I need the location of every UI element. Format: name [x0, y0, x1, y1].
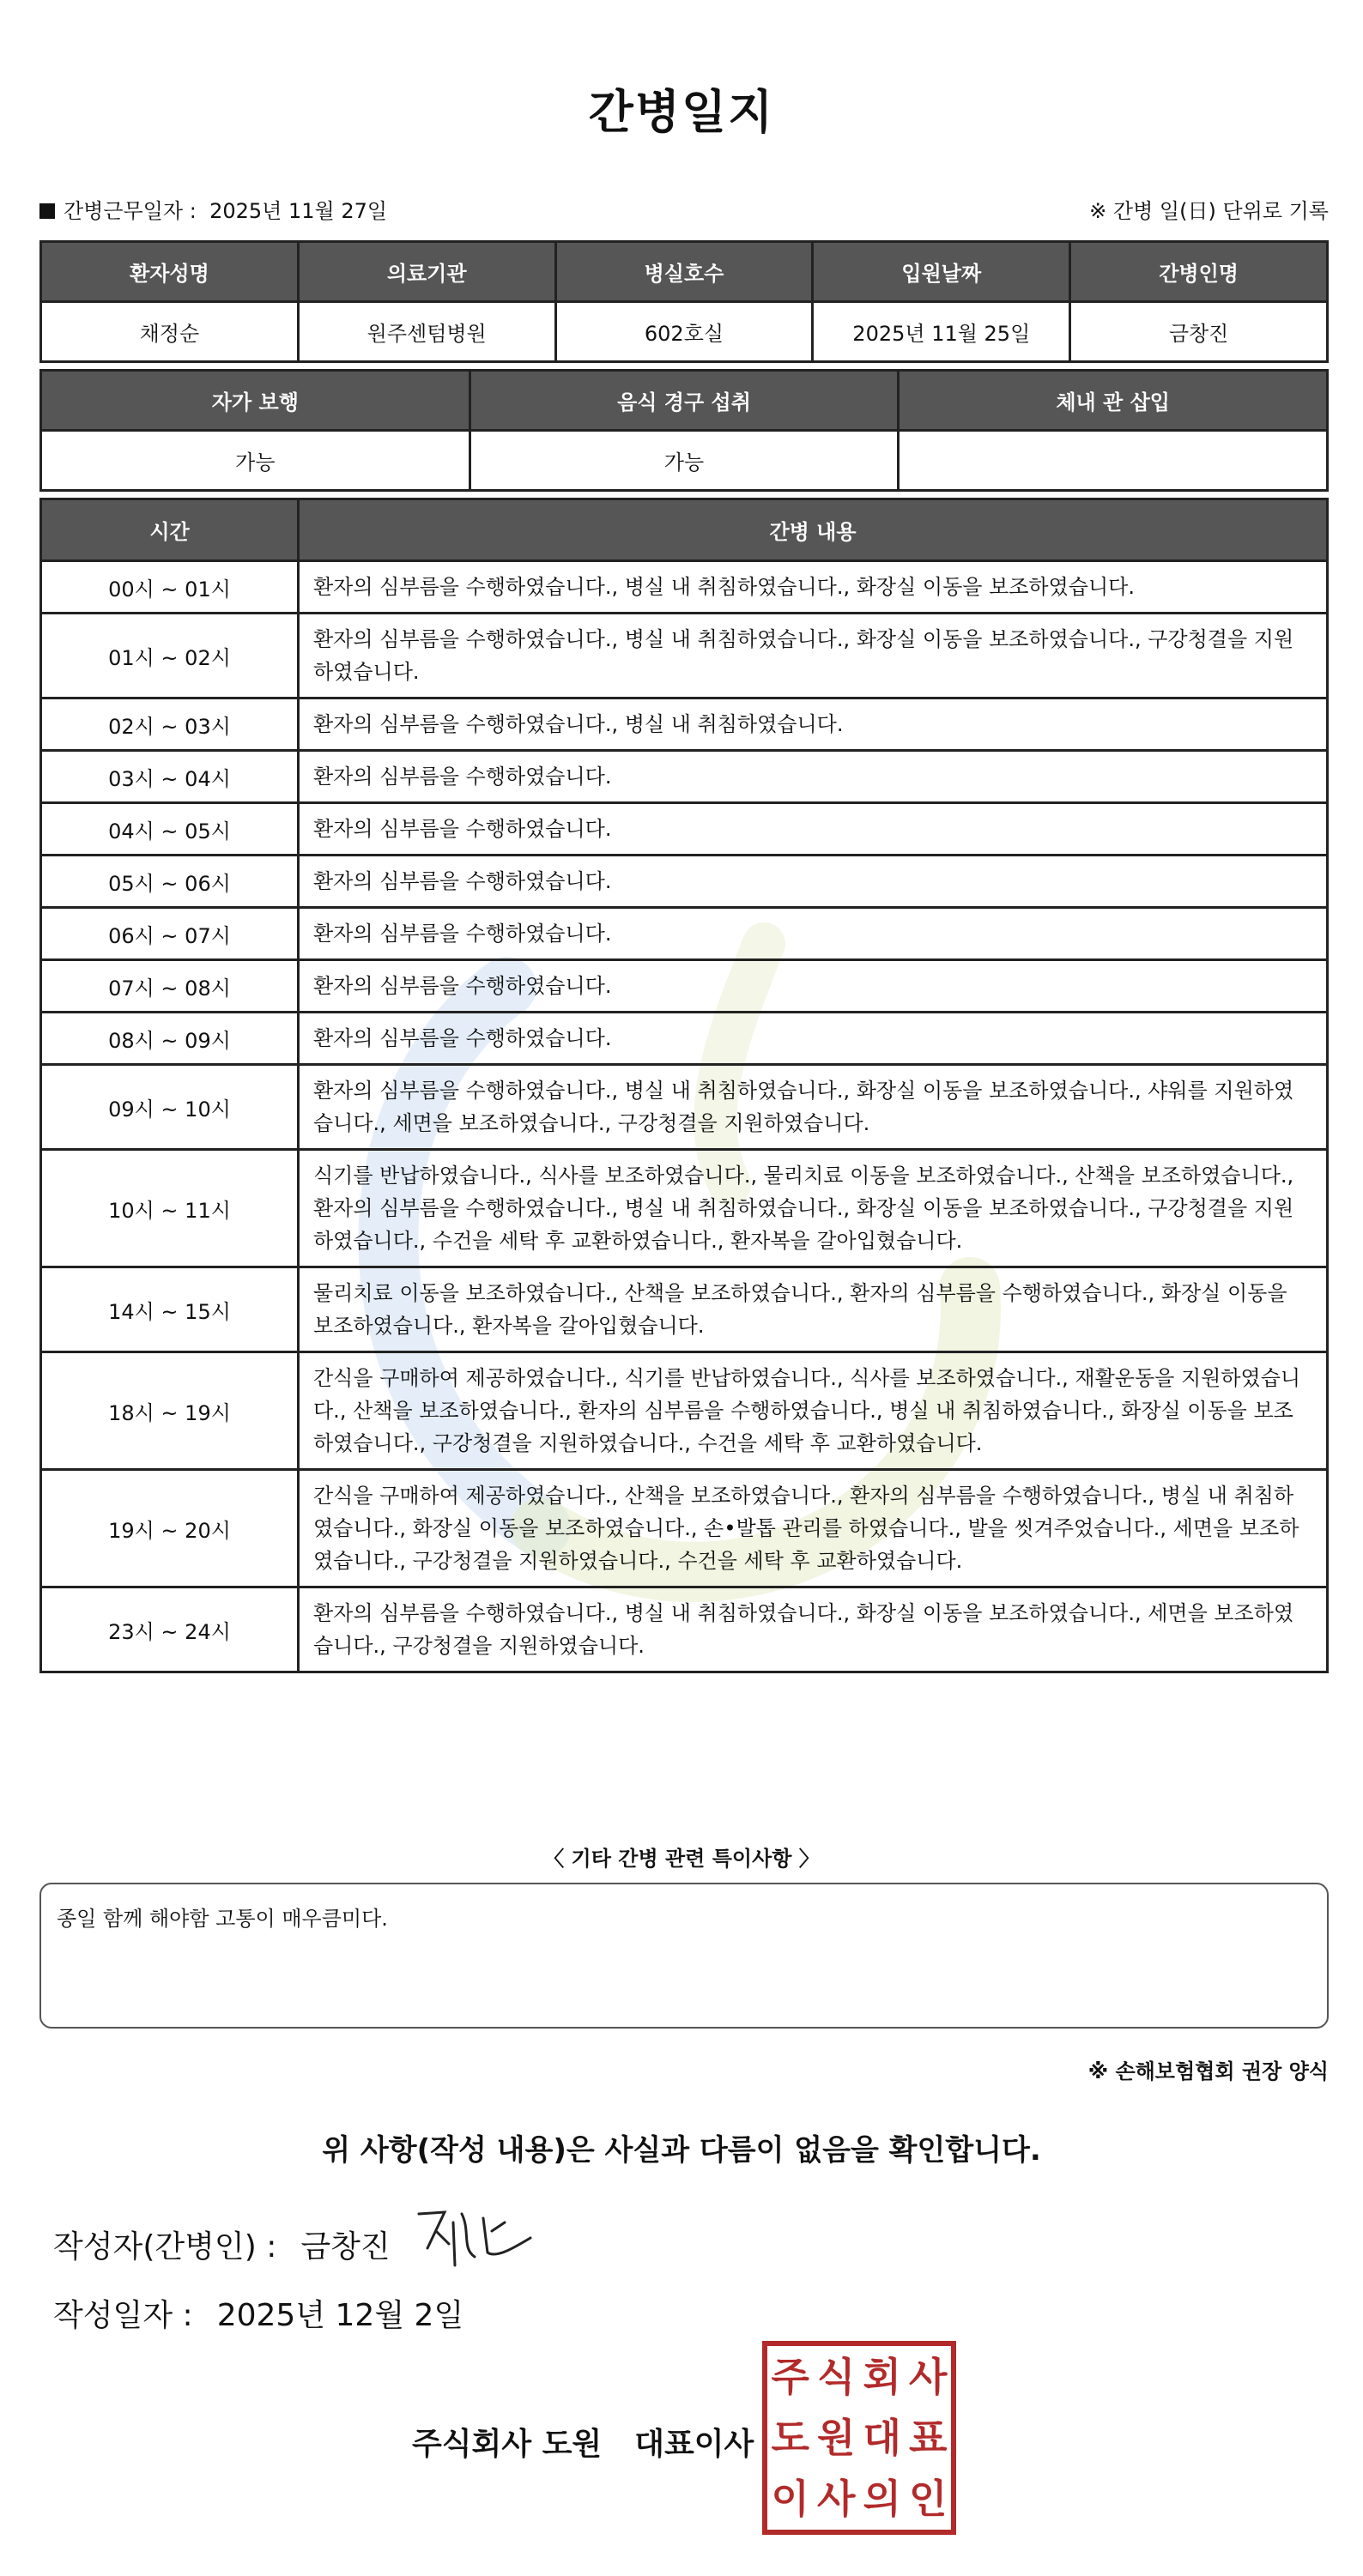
log-row [41, 908, 1328, 960]
seal-char: 도 [771, 2414, 809, 2461]
seal-char: 인 [909, 2476, 948, 2523]
log-content: 환자의 심부름을 수행하였습니다. [299, 803, 1328, 856]
log-content: 환자의 심부름을 수행하였습니다., 병실 내 취침하였습니다. [299, 698, 1328, 751]
log-row [41, 751, 1328, 803]
caregiver: 금창진 [1070, 302, 1328, 362]
patient-status-table [39, 369, 1329, 492]
work-date [39, 194, 387, 224]
header-oral-intake: 음식 경구 섭취 [469, 371, 899, 431]
log-content: 물리치료 이동을 보조하였습니다., 산책을 보조하였습니다., 환자의 심부름을 수행하였습니다., 화장실 이동을 보조하였습니다., 환자복을 갈아입혔습니다. [299, 1267, 1328, 1352]
log-content: 환자의 심부름을 수행하였습니다. [299, 856, 1328, 908]
log-row [41, 698, 1328, 751]
log-time: 23시 ~ 24시 [41, 1587, 299, 1672]
log-row [41, 803, 1328, 856]
patient-info-table [39, 240, 1329, 363]
log-content: 환자의 심부름을 수행하였습니다., 병실 내 취침하였습니다., 화장실 이동을 보조하였습니다. [299, 561, 1328, 614]
header-hospital: 의료기관 [298, 242, 555, 302]
header-room: 병실호수 [555, 242, 813, 302]
log-row [41, 1267, 1328, 1352]
writer-label: 작성자(간병인) : [53, 2229, 277, 2265]
log-time: 02시 ~ 03시 [41, 698, 299, 751]
room: 602호실 [555, 302, 813, 362]
log-time: 07시 ~ 08시 [41, 960, 299, 1013]
seal-char: 사 [817, 2476, 856, 2523]
log-content: 환자의 심부름을 수행하였습니다. [299, 908, 1328, 960]
log-time: 00시 ~ 01시 [41, 561, 299, 614]
log-row [41, 561, 1328, 614]
log-row [41, 856, 1328, 908]
seal-char: 원 [817, 2414, 856, 2461]
log-time: 04시 ~ 05시 [41, 803, 299, 856]
log-time: 05시 ~ 06시 [41, 856, 299, 908]
header-caregiver: 간병인명 [1070, 242, 1328, 302]
header-patient-name: 환자성명 [41, 242, 299, 302]
form-source-note: ※ 손해보험협회 권장 양식 [1087, 2059, 1329, 2083]
log-time: 14시 ~ 15시 [41, 1267, 299, 1352]
log-content: 환자의 심부름을 수행하였습니다., 병실 내 취침하였습니다., 화장실 이동을 보조하였습니다., 세면을 보조하였습니다., 구강청결을 지원하였습니다. [299, 1587, 1328, 1672]
seal-char: 회 [863, 2353, 901, 2400]
seal-char: 사 [909, 2353, 948, 2400]
log-time: 09시 ~ 10시 [41, 1065, 299, 1150]
admission-date: 2025년 11월 25일 [813, 302, 1070, 362]
record-note: ※ 간병 일(日) 단위로 기록 [1089, 199, 1329, 223]
writer-line [53, 2222, 391, 2266]
work-date-value: 2025년 11월 27일 [209, 199, 388, 223]
signature [410, 2197, 539, 2274]
log-time: 03시 ~ 04시 [41, 751, 299, 803]
log-content: 환자의 심부름을 수행하였습니다., 병실 내 취침하였습니다., 화장실 이동을 보조하였습니다., 샤워를 지원하였습니다., 세면을 보조하였습니다., 구강청결을 지원하였습니다. [299, 1065, 1328, 1150]
seal-char: 주 [771, 2353, 809, 2400]
log-row [41, 1065, 1328, 1150]
header-tube-insertion: 체내 관 삽입 [899, 371, 1328, 431]
log-time: 08시 ~ 09시 [41, 1013, 299, 1065]
special-notes-label: 〈 기타 간병 관련 특이사항 〉 [543, 1847, 820, 1871]
log-row [41, 1470, 1328, 1587]
log-row [41, 960, 1328, 1013]
header-care-content: 간병 내용 [299, 499, 1328, 561]
special-notes-box: 종일 함께 해야함 고통이 매우큼미다. [39, 1883, 1329, 2029]
work-date-label: 간병근무일자 : [64, 199, 197, 223]
log-content: 환자의 심부름을 수행하였습니다. [299, 751, 1328, 803]
written-date-label: 작성일자 : [53, 2298, 193, 2333]
log-content: 환자의 심부름을 수행하였습니다. [299, 960, 1328, 1013]
page-title: 간병일지 [588, 85, 775, 139]
log-row [41, 1587, 1328, 1672]
log-row [41, 1352, 1328, 1470]
patient-name: 채정순 [41, 302, 299, 362]
log-content: 환자의 심부름을 수행하였습니다., 병실 내 취침하였습니다., 화장실 이동을 보조하였습니다., 구강청결을 지원하였습니다. [299, 614, 1328, 698]
header-admission-date: 입원날짜 [813, 242, 1070, 302]
writer-name: 금창진 [300, 2229, 391, 2265]
seal-char: 이 [771, 2476, 809, 2523]
header-time: 시간 [41, 499, 299, 561]
log-row [41, 1013, 1328, 1065]
header-self-walking: 자가 보행 [41, 371, 470, 431]
care-log-table [39, 498, 1329, 1673]
log-content: 식기를 반납하였습니다., 식사를 보조하였습니다., 물리치료 이동을 보조하였습니다., 산책을 보조하였습니다., 환자의 심부름을 수행하였습니다., 병실 내 취침하였습니다., 화장실 이동을 보조하였습니다., 구강청결을 지원하였습니다., 수건을 세탁 후 교환하였습니다., 환자복을 갈아입혔습니다. [299, 1150, 1328, 1267]
written-date-value: 2025년 12월 2일 [216, 2298, 464, 2333]
company-name: 주식회사 도원 [412, 2427, 603, 2462]
tube-insertion [899, 431, 1328, 491]
oral-intake: 가능 [469, 431, 899, 491]
seal-char: 대 [863, 2414, 901, 2461]
seal-char: 식 [817, 2353, 856, 2400]
log-time: 10시 ~ 11시 [41, 1150, 299, 1267]
company-seal [762, 2341, 956, 2535]
log-time: 06시 ~ 07시 [41, 908, 299, 960]
seal-char: 표 [909, 2414, 948, 2461]
seal-char: 의 [863, 2476, 901, 2523]
company-line [412, 2420, 754, 2464]
log-time: 01시 ~ 02시 [41, 614, 299, 698]
log-content: 간식을 구매하여 제공하였습니다., 산책을 보조하였습니다., 환자의 심부름을 수행하였습니다., 병실 내 취침하였습니다., 화장실 이동을 보조하였습니다., 손•발톱 관리를 하였습니다., 발을 씻겨주었습니다., 세면을 보조하였습니다., 구강청결을 지원하였습니다., 수건을 세탁 후 교환하였습니다. [299, 1470, 1328, 1587]
log-content: 환자의 심부름을 수행하였습니다. [299, 1013, 1328, 1065]
log-row [41, 1150, 1328, 1267]
written-date-line [53, 2291, 463, 2335]
log-row [41, 614, 1328, 698]
log-time: 18시 ~ 19시 [41, 1352, 299, 1470]
log-time: 19시 ~ 20시 [41, 1470, 299, 1587]
confirmation-statement: 위 사항(작성 내용)은 사실과 다름이 없음을 확인합니다. [322, 2133, 1041, 2168]
company-rep: 대표이사 [634, 2427, 754, 2462]
log-content: 간식을 구매하여 제공하였습니다., 식기를 반납하였습니다., 식사를 보조하였습니다., 재활운동을 지원하였습니다., 산책을 보조하였습니다., 환자의 심부름을 수행하였습니다., 병실 내 취침하였습니다., 화장실 이동을 보조하였습니다., 구강청결을 지원하였습니다., 수건을 세탁 후 교환하였습니다. [299, 1352, 1328, 1470]
square-bullet-icon [39, 203, 55, 219]
self-walking: 가능 [41, 431, 470, 491]
hospital: 원주센텀병원 [298, 302, 555, 362]
